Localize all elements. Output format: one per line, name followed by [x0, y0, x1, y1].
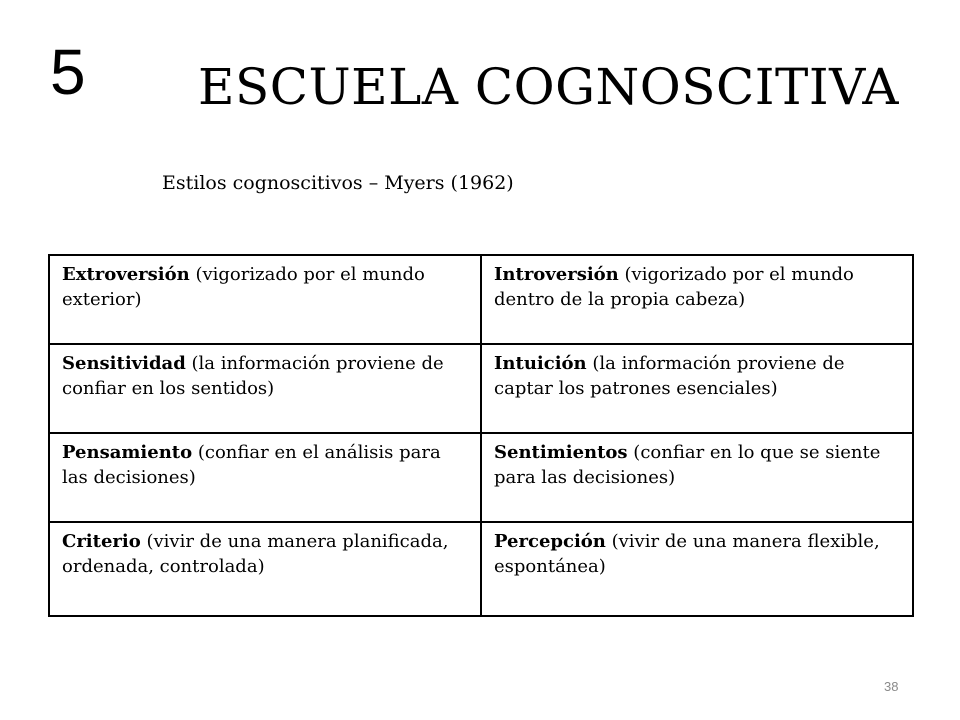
table-row [49, 255, 913, 344]
table-cell [481, 255, 913, 344]
cognitive-styles-table [48, 254, 914, 617]
table-cell [49, 522, 481, 616]
cell-term: Sensitividad [62, 353, 186, 374]
cell-term: Extroversión [62, 264, 190, 285]
page-title: ESCUELA COGNOSCITIVA [198, 58, 899, 116]
table-cell [49, 255, 481, 344]
table-cell [481, 344, 913, 433]
cell-term: Percepción [494, 531, 606, 552]
table-row [49, 344, 913, 433]
table-cell [481, 522, 913, 616]
cell-term: Sentimientos [494, 442, 628, 463]
cell-description: (confiar en lo que se siente para las decisiones) [494, 442, 881, 489]
subtitle: Estilos cognoscitivos – Myers (1962) [162, 172, 514, 194]
table-cell [481, 433, 913, 522]
cell-term: Pensamiento [62, 442, 193, 463]
table-cell [49, 344, 481, 433]
cell-term: Intuición [494, 353, 587, 374]
cell-description: (la información proviene de captar los patrones esenciales) [494, 353, 845, 400]
table-row [49, 522, 913, 616]
cell-description: (la información proviene de confiar en los sentidos) [62, 353, 444, 400]
page-number: 38 [884, 679, 899, 694]
cell-description: (vigorizado por el mundo exterior) [62, 264, 425, 311]
table-cell [49, 433, 481, 522]
cell-term: Introversión [494, 264, 619, 285]
cell-description: (vivir de una manera planificada, ordenada, controlada) [62, 531, 449, 578]
table-row [49, 433, 913, 522]
cell-term: Criterio [62, 531, 141, 552]
cell-description: (confiar en el análisis para las decisiones) [62, 442, 441, 489]
title-number: 5 [50, 36, 86, 108]
cell-description: (vigorizado por el mundo dentro de la propia cabeza) [494, 264, 854, 311]
cell-description: (vivir de una manera flexible, espontánea) [494, 531, 880, 578]
